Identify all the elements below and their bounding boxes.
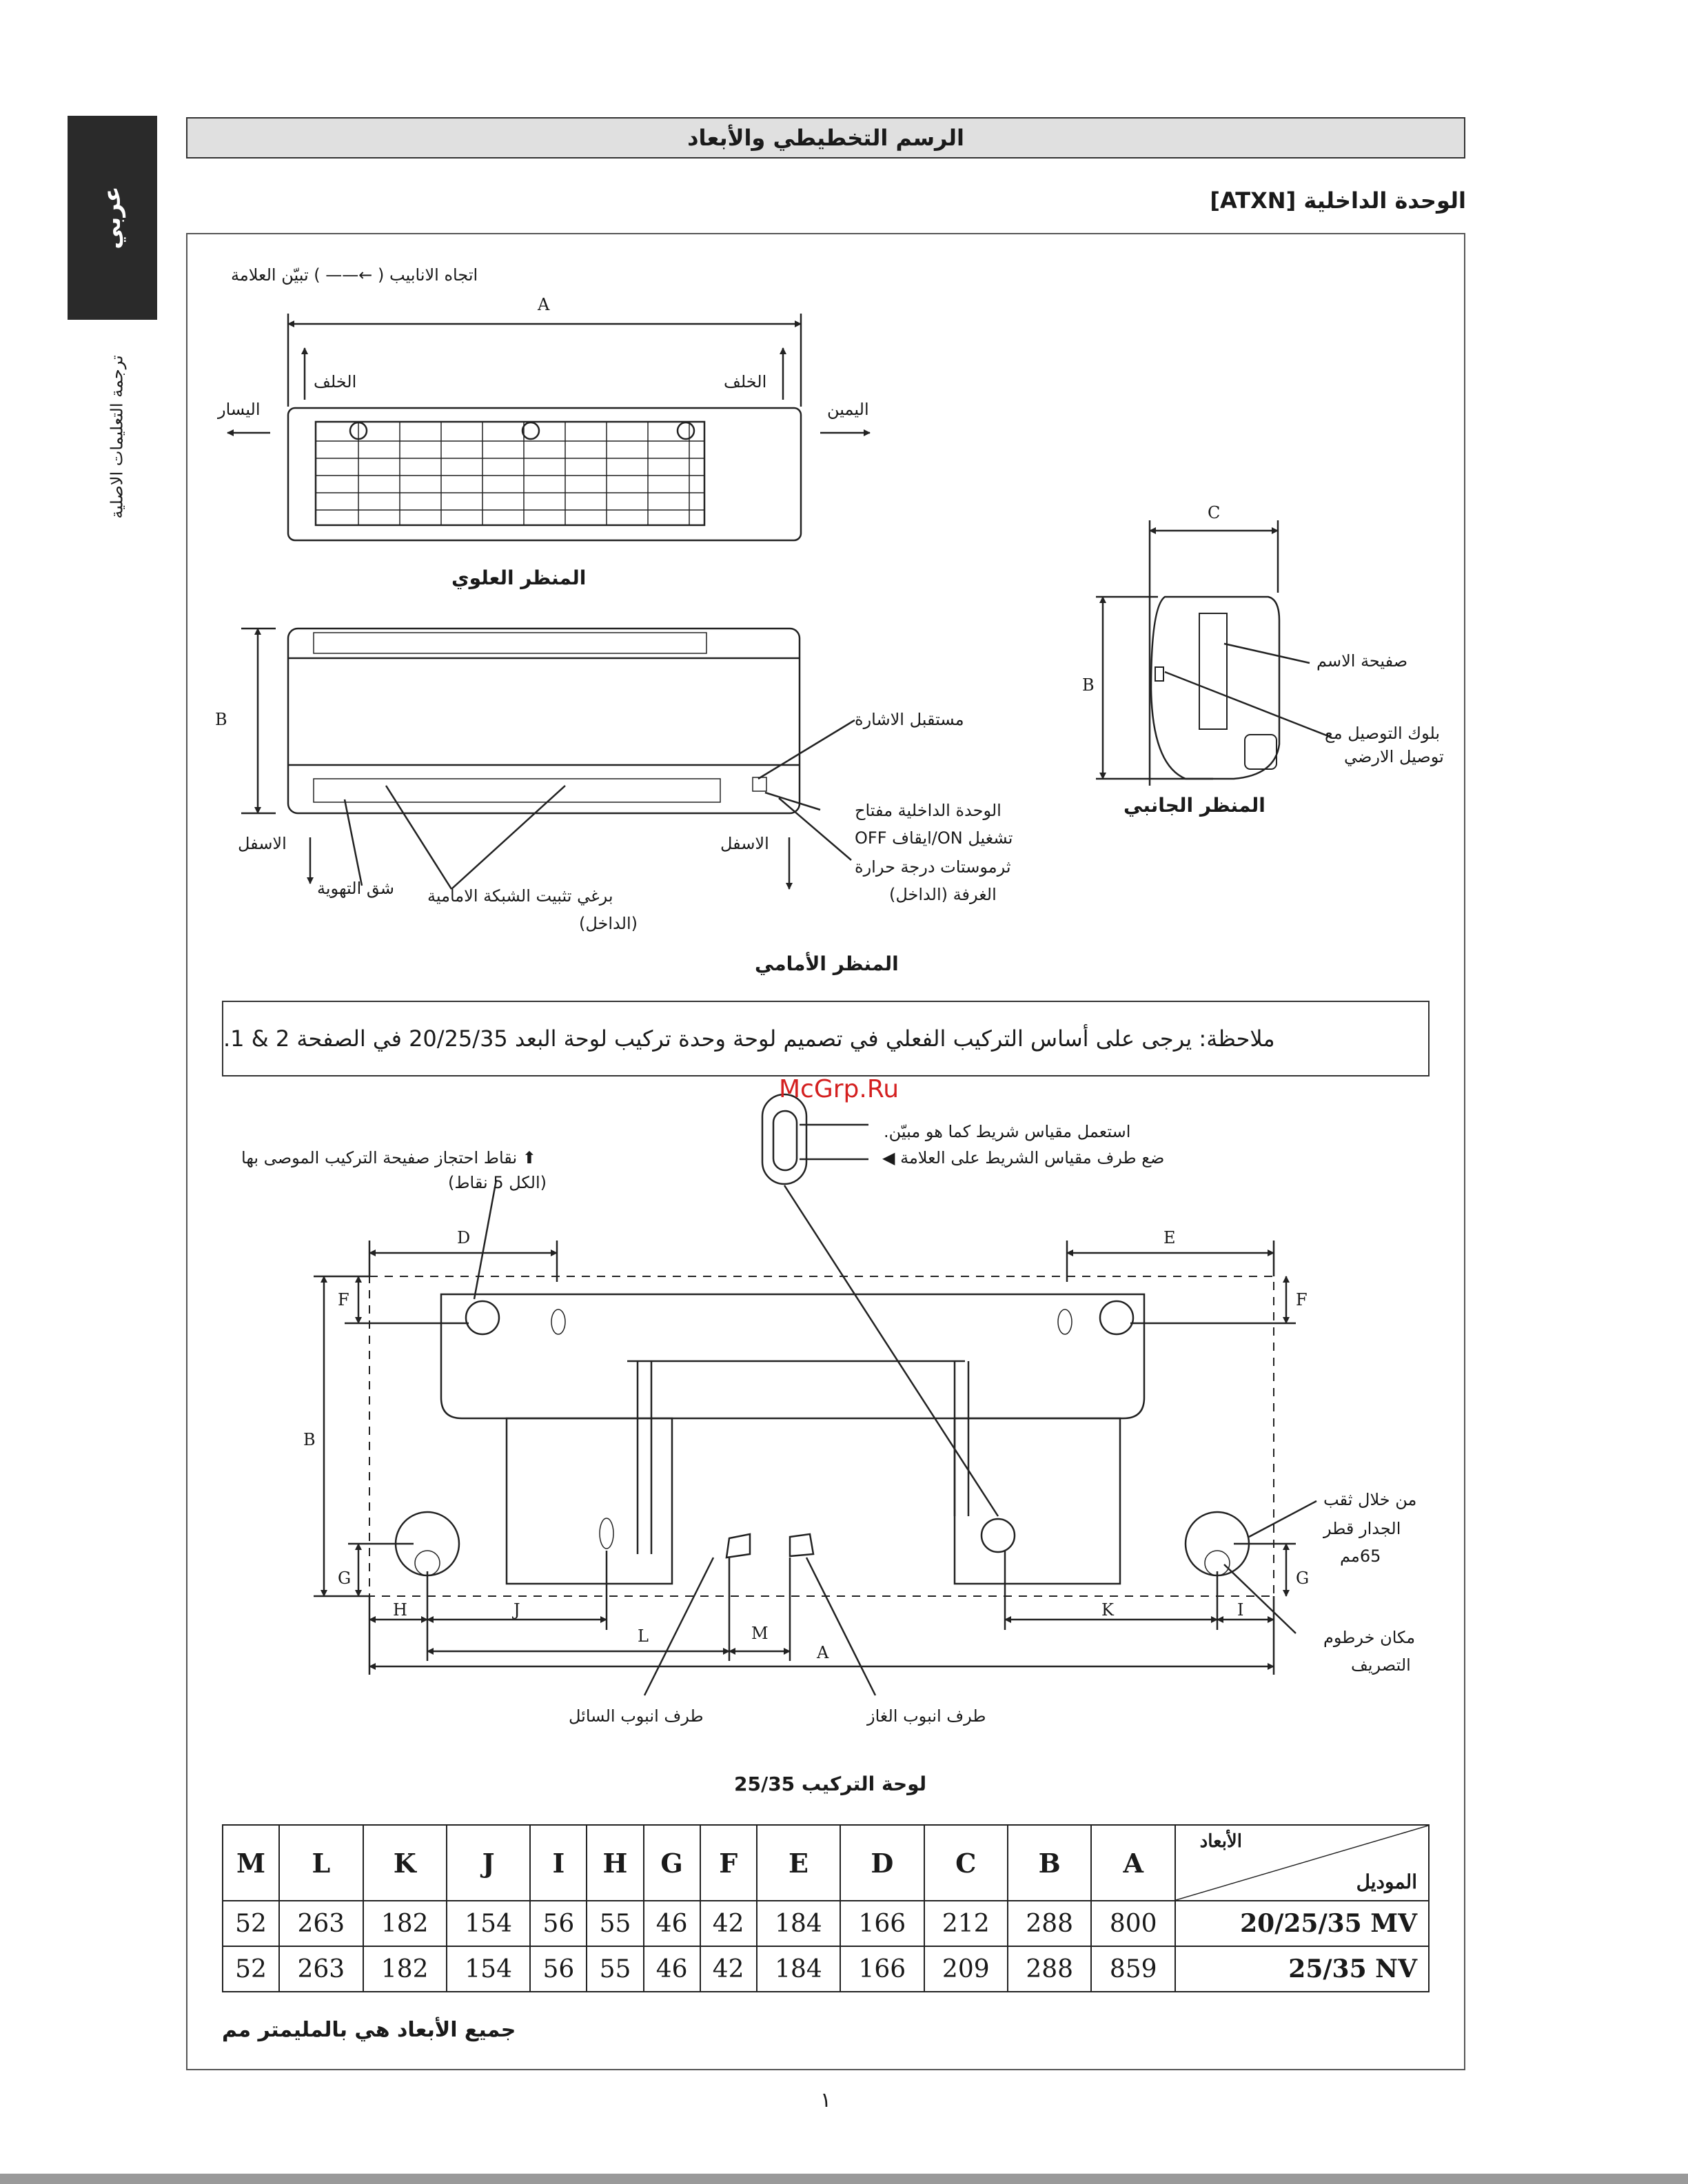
dim-l-label: L	[638, 1626, 649, 1646]
table-cell: 166	[840, 1901, 924, 1946]
dim-m-label: M	[751, 1624, 769, 1643]
dim-j-label: J	[513, 1600, 520, 1620]
thermistor-label-1: ثرموستات درجة حرارة	[855, 857, 1011, 877]
table-cell: 42	[700, 1901, 757, 1946]
dim-g-right-label: G	[1296, 1569, 1310, 1588]
table-cell: 184	[757, 1901, 840, 1946]
dimensions-table	[222, 1824, 1430, 1992]
gas-pipe-label: طرف انبوب الغاز	[867, 1706, 986, 1726]
dim-b-side-label: B	[1082, 675, 1095, 695]
left-direction-label: اليسار	[218, 400, 261, 419]
model-name-cell: 25/35 NV	[1175, 1946, 1429, 1992]
hook-points-label-1: ⬆ نقاط احتجاز صفيحة التركيب الموصى بها	[241, 1148, 536, 1167]
wall-hole-label-1: من خلال ثقب	[1323, 1490, 1417, 1509]
installation-note: ملاحظة: يرجى على أساس التركيب الفعلي في تصميم لوحة وحدة تركيب لوحة البعد 20/25/35 في الصفحة 2 & 1.	[222, 1001, 1430, 1076]
table-cell: 55	[587, 1946, 643, 1992]
table-cell: 154	[447, 1901, 530, 1946]
col-header: H	[587, 1825, 643, 1901]
table-cell: 46	[644, 1901, 700, 1946]
front-view-caption: المنظر الأمامي	[755, 952, 899, 975]
grille-screws-label-2: (الداخل)	[579, 914, 638, 933]
bottom-border	[0, 2174, 1688, 2184]
page-title: الرسم التخطيطي والأبعاد	[186, 117, 1465, 159]
bottom-right-label: الاسفل	[720, 834, 769, 853]
top-view-drawing	[227, 314, 870, 540]
col-header: L	[279, 1825, 363, 1901]
dim-k-label: K	[1101, 1600, 1114, 1620]
back-right-label: الخلف	[724, 372, 767, 391]
onoff-switch-label-2: تشغيل ON/ايقاف OFF	[855, 828, 1013, 848]
table-cell: 800	[1091, 1901, 1175, 1946]
col-header: I	[530, 1825, 587, 1901]
thermistor-label-2: الغرفة (الداخل)	[889, 885, 997, 904]
bottom-left-label: الاسفل	[238, 834, 287, 853]
liquid-pipe-label: طرف انبوب السائل	[569, 1706, 704, 1726]
col-header: C	[924, 1825, 1008, 1901]
language-tab-label: عربي	[98, 186, 126, 249]
wall-hole-label-2: الجدار قطر	[1323, 1519, 1401, 1538]
terminal-block-label-1: بلوك التوصيل مع	[1325, 724, 1441, 743]
table-cell: 166	[840, 1946, 924, 1992]
dim-d-label: D	[457, 1228, 471, 1247]
dim-b-plate-label: B	[303, 1430, 316, 1449]
page-number: ١	[820, 2088, 832, 2112]
col-header: K	[363, 1825, 447, 1901]
table-cell: 182	[363, 1901, 447, 1946]
onoff-switch-label-1: الوحدة الداخلية مفتاح	[855, 801, 1001, 820]
side-view-drawing	[1096, 520, 1332, 786]
dim-i-label: I	[1237, 1600, 1244, 1620]
table-cell: 182	[363, 1946, 447, 1992]
col-header: E	[757, 1825, 840, 1901]
table-cell: 56	[530, 1901, 587, 1946]
name-plate-label: صفيحة الاسم	[1316, 651, 1408, 671]
table-cell: 209	[924, 1946, 1008, 1992]
mounting-plate-caption: لوحة التركيب 25/35	[734, 1773, 927, 1795]
dim-b-front-label: B	[215, 710, 227, 729]
col-header: F	[700, 1825, 757, 1901]
dim-a-top-label: A	[538, 295, 550, 314]
side-view-caption: المنظر الجانبي	[1123, 794, 1265, 817]
model-header: الموديل	[1356, 1870, 1417, 1893]
table-cell: 263	[279, 1901, 363, 1946]
watermark: McGrp.Ru	[779, 1075, 899, 1103]
hook-points-label-2: (الكل 5 نقاط)	[448, 1173, 547, 1192]
dim-c-label: C	[1208, 503, 1221, 522]
table-cell: 154	[447, 1946, 530, 1992]
model-name-cell: 20/25/35 MV	[1175, 1901, 1429, 1946]
dim-f-right-label: F	[1296, 1290, 1308, 1309]
tape-measure-note-2: ضع طرف مقياس الشريط على العلامة ◀	[882, 1148, 1165, 1167]
table-cell: 212	[924, 1901, 1008, 1946]
tape-measure-note-1: استعمل مقياس شريط كما هو مبيّن.	[884, 1122, 1131, 1141]
drain-hose-label-1: مكان خرطوم	[1323, 1628, 1416, 1647]
dim-f-left-label: F	[338, 1290, 349, 1309]
table-cell: 46	[644, 1946, 700, 1992]
table-corner-header	[1175, 1825, 1429, 1901]
table-cell: 288	[1008, 1946, 1091, 1992]
table-row	[223, 1901, 1429, 1946]
grille-screws-label-1: برغي تثبيت الشبكة الامامية	[427, 886, 613, 906]
units-note: جميع الأبعاد هي بالمليمتر مم	[222, 2018, 516, 2042]
air-outlet-label: شق التهوية	[317, 879, 394, 898]
dim-e-label: E	[1163, 1228, 1176, 1247]
dim-g-left-label: G	[338, 1569, 352, 1588]
pipe-direction-label: اتجاه الانابيب ( ←—— ) تبيّن العلامة	[231, 265, 478, 285]
drain-hose-label-2: التصريف	[1351, 1655, 1411, 1675]
col-header: B	[1008, 1825, 1091, 1901]
table-row	[223, 1946, 1429, 1992]
table-cell: 52	[223, 1901, 279, 1946]
col-header: A	[1091, 1825, 1175, 1901]
original-instructions-note: ترجمة التعليمات الاصلية	[107, 355, 127, 519]
table-cell: 859	[1091, 1946, 1175, 1992]
signal-receiver-label: مستقبل الاشارة	[855, 710, 964, 729]
col-header: J	[447, 1825, 530, 1901]
col-header: G	[644, 1825, 700, 1901]
table-cell: 42	[700, 1946, 757, 1992]
dim-a-plate-label: A	[817, 1643, 829, 1662]
table-cell: 288	[1008, 1901, 1091, 1946]
dimensions-header: الأبعاد	[1199, 1831, 1242, 1852]
wall-hole-label-3: 65مم	[1340, 1547, 1381, 1566]
top-view-caption: المنظر العلوي	[451, 567, 587, 589]
table-cell: 56	[530, 1946, 587, 1992]
table-cell: 263	[279, 1946, 363, 1992]
table-header-row	[223, 1825, 1429, 1901]
table-cell: 184	[757, 1946, 840, 1992]
table-cell: 55	[587, 1901, 643, 1946]
terminal-block-label-2: توصيل الارضي	[1344, 747, 1444, 766]
col-header: M	[223, 1825, 279, 1901]
back-left-label: الخلف	[314, 372, 357, 391]
col-header: D	[840, 1825, 924, 1901]
right-direction-label: اليمين	[827, 400, 869, 419]
table-cell: 52	[223, 1946, 279, 1992]
section-title: الوحدة الداخلية [ATXN]	[1210, 187, 1466, 214]
dim-h-label: H	[393, 1600, 407, 1620]
